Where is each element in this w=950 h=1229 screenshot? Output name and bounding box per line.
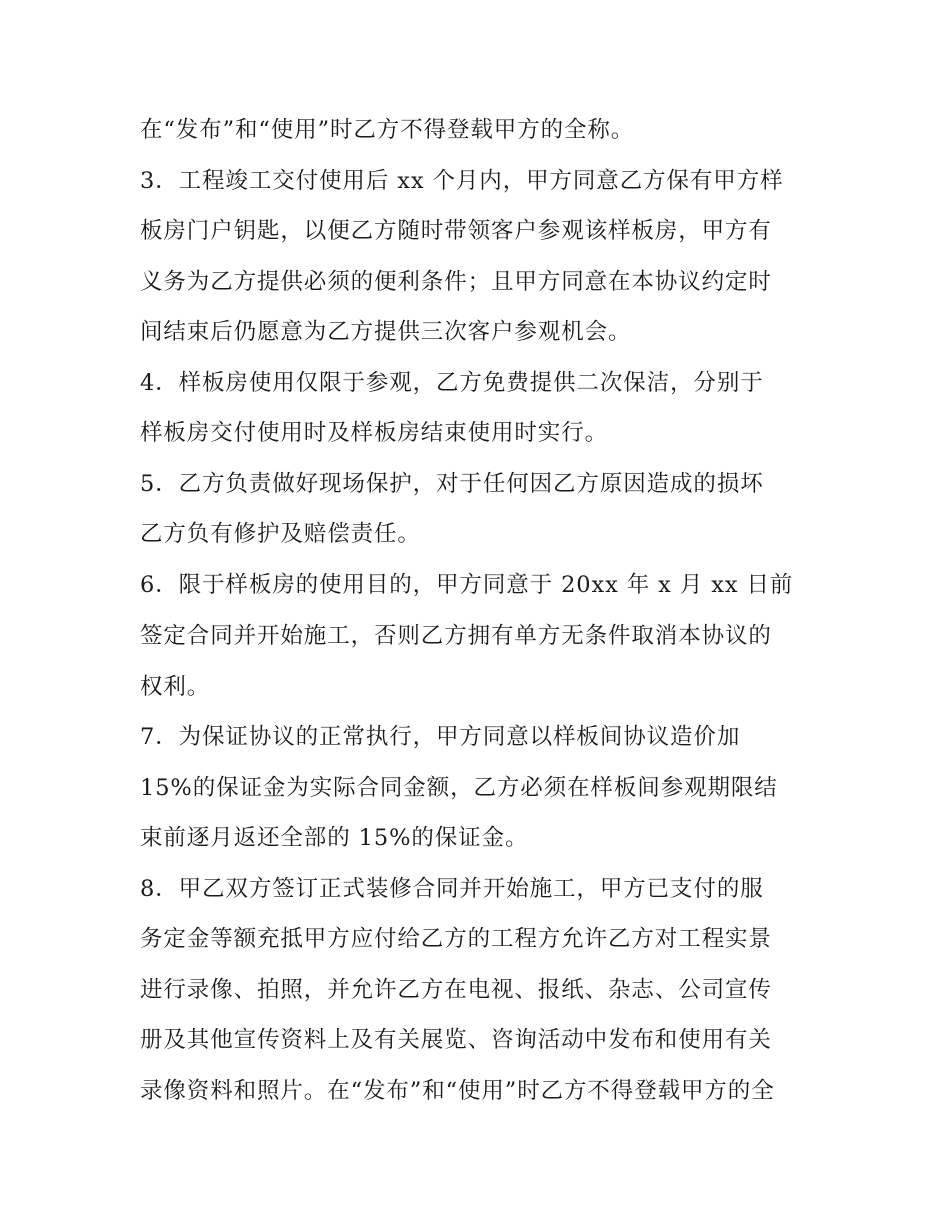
text-line: 进行录像、拍照，并允许乙方在电视、报纸、杂志、公司宣传 bbox=[140, 977, 772, 1003]
text-line: 册及其他宣传资料上及有关展览、咨询活动中发布和使用有关 bbox=[140, 1027, 772, 1053]
text-line: 在“发布”和“使用”时乙方不得登载甲方的全称。 bbox=[140, 117, 635, 143]
text-line: 束前逐月返还全部的 15%的保证金。 bbox=[140, 825, 529, 851]
text-line: 15%的保证金为实际合同金额，乙方必须在样板间参观期限结 bbox=[140, 775, 778, 801]
text-line: 间结束后仍愿意为乙方提供三次客户参观机会。 bbox=[140, 319, 632, 345]
text-line: 7．为保证协议的正常执行，甲方同意以样板间协议造价加 bbox=[140, 724, 741, 750]
text-line: 务定金等额充抵甲方应付给乙方的工程方允许乙方对工程实景 bbox=[140, 926, 772, 952]
text-line: 6．限于样板房的使用目的，甲方同意于 20xx 年 x 月 xx 日前 bbox=[140, 572, 794, 598]
text-line: 5．乙方负责做好现场保护，对于任何因乙方原因造成的损坏 bbox=[140, 471, 764, 497]
text-line: 4．样板房使用仅限于参观，乙方免费提供二次保洁，分别于 bbox=[140, 370, 764, 396]
text-line: 录像资料和照片。在“发布”和“使用”时乙方不得登载甲方的全 bbox=[140, 1078, 775, 1104]
text-line: 签定合同并开始施工，否则乙方拥有单方无条件取消本协议的 bbox=[140, 623, 772, 649]
text-line: 3．工程竣工交付使用后 xx 个月内，甲方同意乙方保有甲方样 bbox=[140, 168, 784, 194]
text-line: 8．甲乙双方签订正式装修合同并开始施工，甲方已支付的服 bbox=[140, 876, 764, 902]
text-line: 权利。 bbox=[140, 674, 211, 700]
text-line: 板房门户钥匙，以便乙方随时带领客户参观该样板房，甲方有 bbox=[140, 218, 772, 244]
text-line: 乙方负有修护及赔偿责任。 bbox=[140, 521, 421, 547]
text-line: 义务为乙方提供必须的便利条件；且甲方同意在本协议约定时 bbox=[140, 269, 772, 295]
text-line: 样板房交付使用时及样板房结束使用时实行。 bbox=[140, 420, 609, 446]
